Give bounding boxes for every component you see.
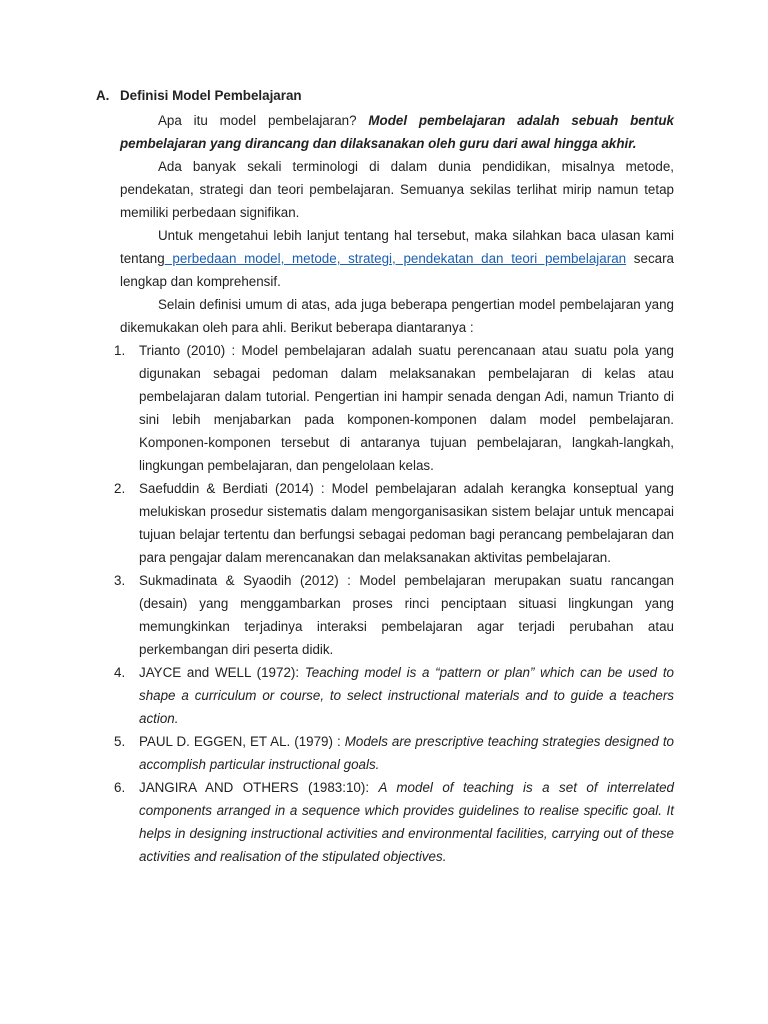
section-letter: A. [96, 88, 110, 103]
list-item [114, 661, 674, 730]
list-text: JAYCE and WELL (1972): [139, 665, 305, 680]
list-text: PAUL D. EGGEN, ET AL. (1979) : [139, 734, 345, 749]
list-number: 3. [114, 573, 126, 588]
list-text: Trianto (2010) : Model pembelajaran adalah suatu perencanaan atau suatu pola yang digunakan sebagai pedoman dalam melaksanakan pembelajaran di kelas atau pembelajaran dalam tutorial. Pengertian ini hampir senada dengan Adi, namun Trianto di sini lebih menjabarkan pada komponen-komponen dalam model pembelajaran. Komponen-komponen tersebut di antaranya tujuan pembelajaran, langkah-langkah, lingkungan pembelajaran, dan pengelolaan kelas. [139, 343, 674, 473]
list-number: 2. [114, 481, 126, 496]
section-heading [96, 86, 302, 106]
paragraph-experts-intro: Selain definisi umum di atas, ada juga beberapa pengertian model pembelajaran yang dikemukakan oleh para ahli. Berikut beberapa diantaranya : [120, 297, 674, 335]
list-text: Saefuddin & Berdiati (2014) : Model pembelajaran adalah kerangka konseptual yang melukiskan prosedur sistematis dalam mengorganisasikan sistem belajar untuk mencapai tujuan belajar tertentu dan berfungsi sebagai pedoman bagi perancang pembelajaran dan para pengajar dalam merencanakan dan melaksanakan aktivitas pembelajaran. [139, 481, 674, 565]
paragraph-intro [120, 109, 674, 155]
list-item [114, 339, 674, 477]
section-title: Definisi Model Pembelajaran [120, 88, 302, 103]
list-text: Sukmadinata & Syaodih (2012) : Model pembelajaran merupakan suatu rancangan (desain) yang menggambarkan proses rinci penciptaan situasi lingkungan yang memungkinkan terjadinya interaksi pembelajaran agar terjadi perubahan atau perkembangan diri peserta didik. [139, 573, 674, 657]
document-body [114, 109, 674, 868]
intro-definition: Model pembelajaran adalah sebuah bentuk pembelajaran yang dirancang dan dilaksanakan oleh guru dari awal hingga akhir. [120, 113, 674, 151]
list-number: 4. [114, 665, 126, 680]
list-text: JANGIRA AND OTHERS (1983:10): [139, 780, 379, 795]
more-info-tail: secara lengkap dan komprehensif. [120, 251, 674, 289]
paragraph-more-info [120, 224, 674, 293]
paragraph-terminology: Ada banyak sekali terminologi di dalam dunia pendidikan, misalnya metode, pendekatan, strategi dan teori pembelajaran. Semuanya sekilas terlihat mirip namun tetap memiliki perbedaan signifikan. [120, 159, 674, 220]
comparison-link[interactable]: perbedaan model, metode, strategi, pendekatan dan teori pembelajaran [164, 251, 627, 266]
list-number: 1. [114, 343, 126, 358]
list-item [114, 776, 674, 868]
expert-definitions-list [114, 339, 674, 868]
list-number: 5. [114, 734, 126, 749]
list-quote: A model of teaching is a set of interrelated components arranged in a sequence which provides guidelines to realise specific goal. It helps in designing instructional activities and environmental facilities, carrying out of these activities and realisation of the stipulated objectives. [139, 780, 674, 864]
list-item [114, 477, 674, 569]
list-quote: Teaching model is a “pattern or plan” which can be used to shape a curriculum or course, to select instructional materials and to guide a teachers action. [139, 665, 674, 726]
list-item [114, 569, 674, 661]
intro-question: Apa itu model pembelajaran? [158, 113, 369, 128]
more-info-text: Untuk mengetahui lebih lanjut tentang hal tersebut, maka silahkan baca ulasan kami tentang [120, 228, 674, 266]
list-quote: Models are prescriptive teaching strategies designed to accomplish particular instructional goals. [139, 734, 674, 772]
list-number: 6. [114, 780, 126, 795]
list-item [114, 730, 674, 776]
